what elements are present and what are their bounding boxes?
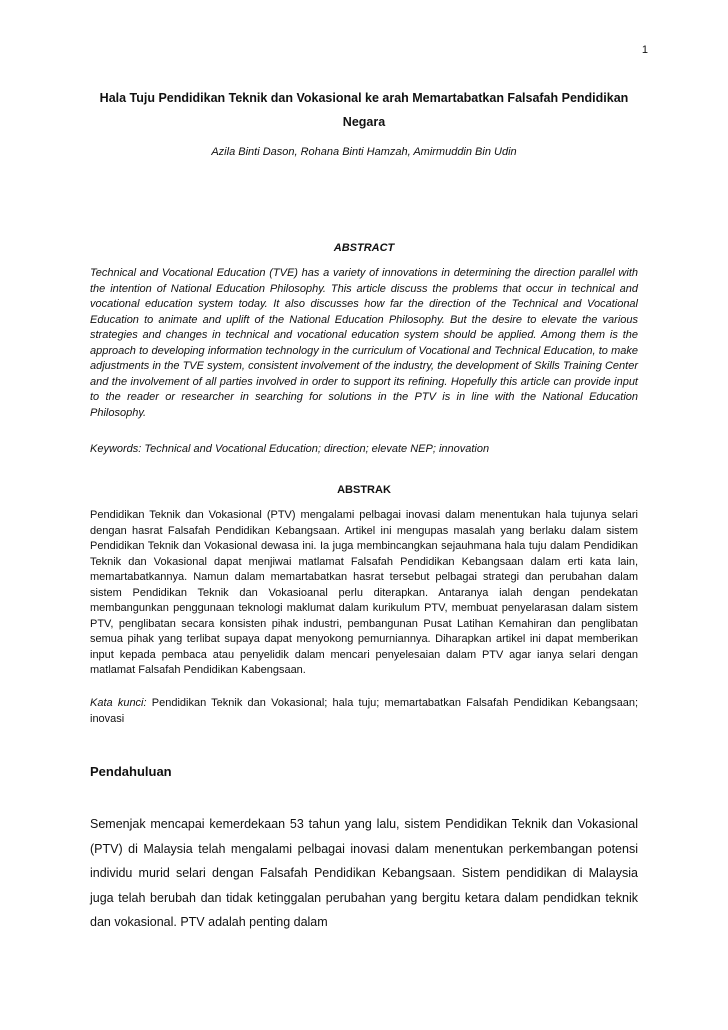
page-number: 1 xyxy=(641,44,648,56)
section-heading: Pendahuluan xyxy=(90,764,172,779)
section-body-text: Semenjak mencapai kemerdekaan 53 tahun yang lalu, sistem Pendidikan Teknik dan Vokasional (PTV) di Malaysia telah mengalami pelbagai inovasi dalam menentukan perkembangan potensi individu murid selari dengan Falsafah Pendidikan Kebangsaan. Sistem pendidikan di Malaysia juga telah berubah dan tidak ketinggalan perubahan yang bergitu ketara dalam pendidkan teknik dan vokasional. PTV adalah penting dalam xyxy=(90,817,638,929)
abstrak-text: Pendidikan Teknik dan Vokasional (PTV) mengalami pelbagai inovasi dalam menentukan hala tujunya selari dengan hasrat Falsafah Pendidikan Kebangsaan. Artikel ini mengupas masalah yang berlaku dalam sistem Pendidikan Teknik dan Vokasional dewasa ini. Ia juga membincangkan sejauhmana hala tuju dalam Pendidikan Teknik dan Vokasional dapat menjiwai matlamat Falsafah Pendidikan Kebangsaan dalam erti kata lain, memartabatkannya. Namun dalam memartabatkan hasrat tersebut pelbagai strategi dan perubahan dalam sistem Pendidikan Teknik dan Vokasioanal perlu diterapkan. Antaranya ialah dengan pendekatan membangunkan penggunaan teknologi maklumat dalam kurikulum PTV, membuat penyelarasan dalam sistem PTV, penglibatan secara konsisten pihak industri, pembangunan Pusat Latihan Kemahiran dan penglibatan semua pihak yang terlibat supaya dapat menyokong pemurniannya. Diharapkan artikel ini dapat memberikan input kepada pembaca atau penyelidik dalam mencari penyelesaian dalam PTV agar ianya selari dengan matlamat Falsafah Pendidikan Kabengsaan. xyxy=(90,509,638,676)
abstract-text: Technical and Vocational Education (TVE) has a variety of innovations in determining the direction parallel with the intention of National Education Philosophy. This article discuss the problems that occur in technical and vocational education system today. It also discusses how far the direction of the Technical and Vocational Education to animate and uplift of the National Education Philosophy. But the desire to elevate the various strategies and changes in technical and vocational education system should be applied. Among them is the approach to developing information technology in the curriculum of Vocational and Technical Education, to make adjustments in the TVE system, consistent involvement of the industry, the development of Skills Training Center and the involvement of all parties involved in order to support its refining. Hopefully this article can provide input to the reader or researcher in searching for solutions in the PTV is in line with the National Education Philosophy. xyxy=(90,267,638,419)
keywords: Keywords: Technical and Vocational Education; direction; elevate NEP; innovation xyxy=(90,443,490,455)
author-list: Azila Binti Dason, Rohana Binti Hamzah, Amirmuddin Bin Udin xyxy=(211,146,517,158)
kata-kunci xyxy=(90,696,638,727)
paper-title: Hala Tuju Pendidikan Teknik dan Vokasional ke arah Memartabatkan Falsafah Pendidikan Negara xyxy=(99,91,629,129)
kata-kunci-text: Pendidikan Teknik dan Vokasional; hala tuju; memartabatkan Falsafah Pendidikan Kebangsaan; inovasi xyxy=(90,697,638,725)
kata-kunci-label: Kata kunci: xyxy=(90,697,147,709)
abstract-heading: ABSTRACT xyxy=(333,242,395,254)
abstrak-heading: ABSTRAK xyxy=(337,484,391,496)
